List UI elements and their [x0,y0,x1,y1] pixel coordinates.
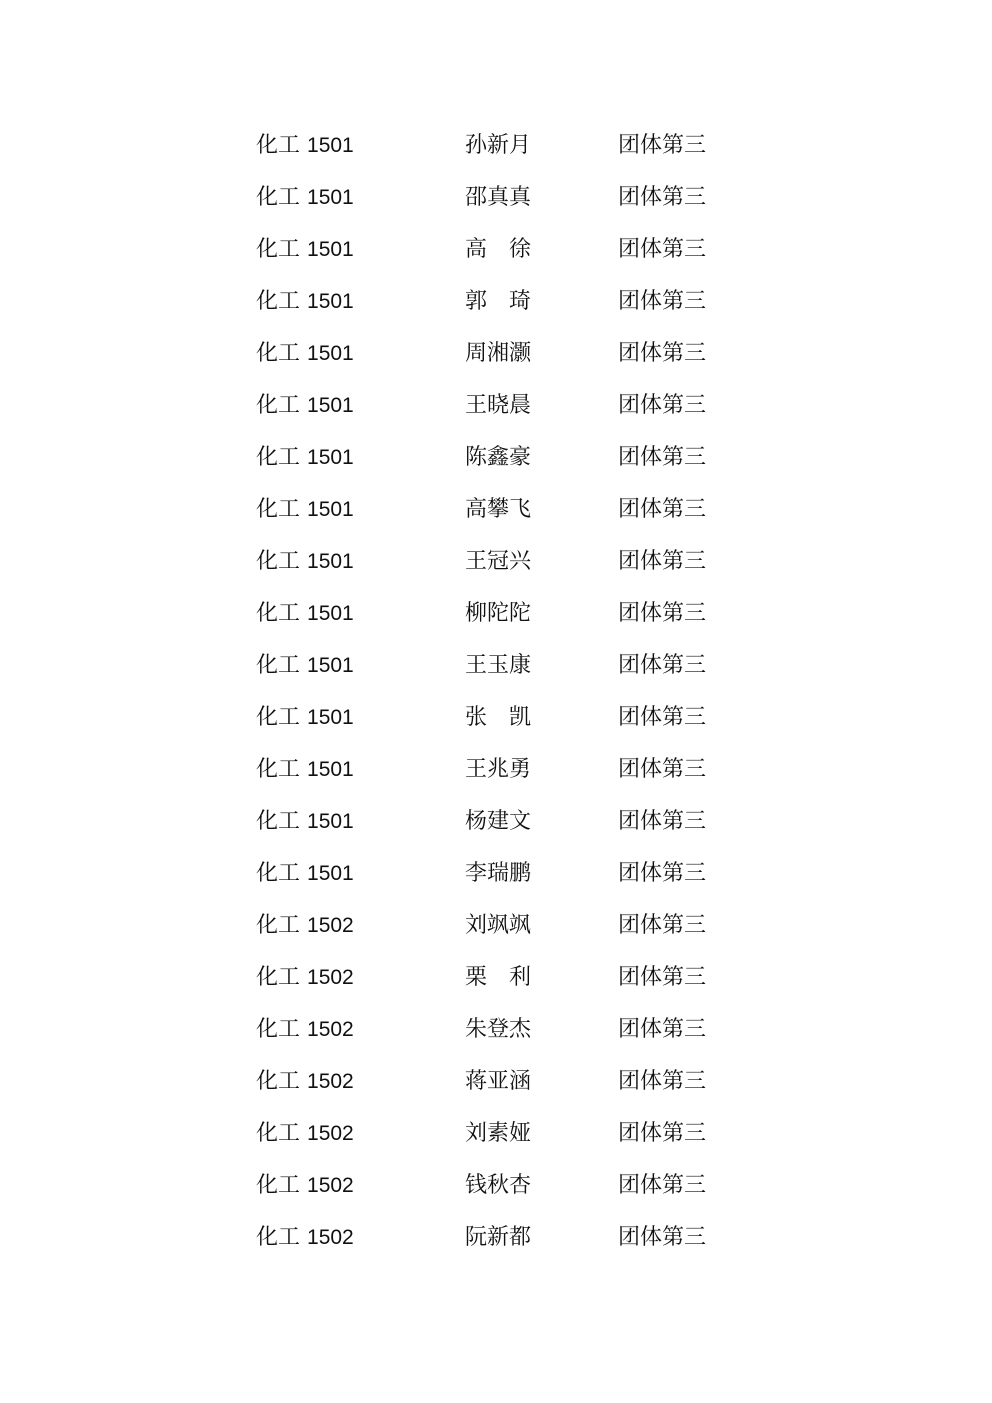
class-number: 1501 [307,550,354,573]
class-number: 1501 [307,186,354,209]
class-name [256,1108,354,1160]
class-prefix: 化工 [256,497,301,522]
student-name: 李瑞鹏 [465,861,532,886]
list-item [256,796,776,848]
class-number: 1502 [307,1122,354,1145]
student-name: 栗 利 [465,965,532,990]
class-name [256,120,354,172]
student-name: 王兆勇 [465,757,532,782]
award-text: 团体第三 [618,549,707,574]
class-prefix: 化工 [256,1121,301,1146]
award-text: 团体第三 [618,341,707,366]
list-item [256,1004,776,1056]
award-text: 团体第三 [618,1017,707,1042]
award-text: 团体第三 [618,445,707,470]
class-prefix: 化工 [256,965,301,990]
award-text: 团体第三 [618,185,707,210]
class-name [256,224,354,276]
list-item [256,224,776,276]
class-name [256,640,354,692]
award-list [256,120,776,1264]
list-item [256,952,776,1004]
class-name [256,536,354,588]
class-number: 1501 [307,706,354,729]
student-name: 王晓晨 [465,393,532,418]
student-name: 邵真真 [465,185,532,210]
class-name [256,1160,354,1212]
class-name [256,276,354,328]
class-name [256,900,354,952]
list-item [256,536,776,588]
student-name: 孙新月 [465,133,532,158]
list-item [256,172,776,224]
class-name [256,1004,354,1056]
class-number: 1501 [307,758,354,781]
class-prefix: 化工 [256,289,301,314]
student-name: 阮新都 [465,1225,532,1250]
student-name: 柳陀陀 [465,601,532,626]
award-text: 团体第三 [618,1173,707,1198]
class-name [256,848,354,900]
list-item [256,588,776,640]
class-number: 1502 [307,914,354,937]
class-prefix: 化工 [256,757,301,782]
list-item [256,432,776,484]
list-item [256,276,776,328]
student-name: 蒋亚涵 [465,1069,532,1094]
list-item [256,484,776,536]
award-text: 团体第三 [618,965,707,990]
class-number: 1501 [307,810,354,833]
class-name [256,172,354,224]
student-name: 高攀飞 [465,497,532,522]
class-number: 1501 [307,654,354,677]
class-prefix: 化工 [256,705,301,730]
class-name [256,952,354,1004]
list-item [256,744,776,796]
class-prefix: 化工 [256,393,301,418]
award-text: 团体第三 [618,601,707,626]
class-name [256,380,354,432]
list-item [256,1056,776,1108]
award-text: 团体第三 [618,237,707,262]
class-name [256,484,354,536]
award-text: 团体第三 [618,861,707,886]
class-prefix: 化工 [256,1069,301,1094]
class-name [256,432,354,484]
class-prefix: 化工 [256,1225,301,1250]
class-prefix: 化工 [256,1173,301,1198]
class-number: 1501 [307,290,354,313]
student-name: 刘飒飒 [465,913,532,938]
list-item [256,900,776,952]
class-prefix: 化工 [256,861,301,886]
class-name [256,1056,354,1108]
student-name: 朱登杰 [465,1017,532,1042]
class-prefix: 化工 [256,237,301,262]
class-number: 1501 [307,602,354,625]
award-text: 团体第三 [618,757,707,782]
class-number: 1502 [307,966,354,989]
list-item [256,1212,776,1264]
award-text: 团体第三 [618,133,707,158]
class-number: 1501 [307,862,354,885]
class-prefix: 化工 [256,601,301,626]
class-number: 1502 [307,1018,354,1041]
award-text: 团体第三 [618,289,707,314]
award-text: 团体第三 [618,913,707,938]
award-text: 团体第三 [618,1225,707,1250]
class-number: 1501 [307,498,354,521]
class-number: 1501 [307,394,354,417]
award-text: 团体第三 [618,1069,707,1094]
award-text: 团体第三 [618,653,707,678]
list-item [256,640,776,692]
class-prefix: 化工 [256,445,301,470]
class-prefix: 化工 [256,1017,301,1042]
award-text: 团体第三 [618,393,707,418]
list-item [256,380,776,432]
class-number: 1502 [307,1174,354,1197]
class-number: 1502 [307,1070,354,1093]
award-text: 团体第三 [618,497,707,522]
list-item [256,328,776,380]
class-prefix: 化工 [256,809,301,834]
list-item [256,1160,776,1212]
student-name: 高 徐 [465,237,532,262]
award-text: 团体第三 [618,705,707,730]
class-number: 1502 [307,1226,354,1249]
student-name: 张 凯 [465,705,532,730]
list-item [256,1108,776,1160]
class-name [256,588,354,640]
class-number: 1501 [307,238,354,261]
student-name: 周湘灏 [465,341,532,366]
student-name: 刘素娅 [465,1121,532,1146]
student-name: 陈鑫豪 [465,445,532,470]
class-name [256,328,354,380]
student-name: 郭 琦 [465,289,532,314]
class-number: 1501 [307,134,354,157]
list-item [256,692,776,744]
class-prefix: 化工 [256,133,301,158]
class-name [256,1212,354,1264]
class-number: 1501 [307,446,354,469]
student-name: 钱秋杏 [465,1173,532,1198]
student-name: 王冠兴 [465,549,532,574]
student-name: 王玉康 [465,653,532,678]
class-name [256,796,354,848]
class-prefix: 化工 [256,185,301,210]
student-name: 杨建文 [465,809,532,834]
class-prefix: 化工 [256,341,301,366]
list-item [256,120,776,172]
class-name [256,744,354,796]
award-text: 团体第三 [618,1121,707,1146]
award-text: 团体第三 [618,809,707,834]
class-prefix: 化工 [256,913,301,938]
class-prefix: 化工 [256,653,301,678]
class-prefix: 化工 [256,549,301,574]
list-item [256,848,776,900]
class-name [256,692,354,744]
class-number: 1501 [307,342,354,365]
